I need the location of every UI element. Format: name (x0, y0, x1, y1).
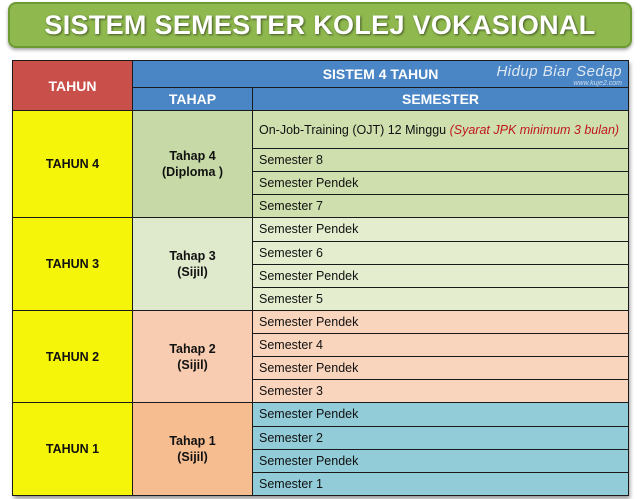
semester-cell: Semester Pendek (253, 310, 629, 333)
year-cell: TAHUN 3 (13, 218, 133, 311)
tahap-cell (133, 403, 253, 496)
tahap-label: Tahap 1 (169, 434, 216, 449)
semester-cell: Semester Pendek (253, 172, 629, 195)
semester-cell: Semester 6 (253, 241, 629, 264)
semester-cell: Semester Pendek (253, 357, 629, 380)
tahap-cell (133, 218, 253, 311)
header-sistem-label: SISTEM 4 TAHUN (322, 66, 439, 82)
watermark-url: www.kuje2.com (573, 80, 623, 87)
tahap-level: (Diploma ) (161, 165, 224, 180)
semester-label: On-Job-Training (OJT) 12 Minggu (259, 122, 447, 137)
header-tahun: TAHUN (13, 61, 133, 111)
year-cell: TAHUN 1 (13, 403, 133, 496)
table-row (13, 218, 629, 241)
semester-cell: Semester 2 (253, 426, 629, 449)
year-cell: TAHUN 2 (13, 310, 133, 403)
tahap-cell (133, 111, 253, 218)
semester-table (12, 60, 629, 496)
header-semester: SEMESTER (253, 88, 629, 111)
table-row (13, 111, 629, 149)
semester-cell: Semester 5 (253, 287, 629, 310)
tahap-label: Tahap 4 (169, 149, 216, 164)
table-row (13, 310, 629, 333)
title-banner (8, 2, 632, 48)
watermark-text: Hidup Biar Sedap (496, 63, 623, 80)
semester-cell: Semester 8 (253, 149, 629, 172)
tahap-level: (Sijil) (177, 357, 208, 372)
semester-cell: Semester 1 (253, 472, 629, 495)
semester-cell (253, 111, 629, 149)
semester-cell: Semester Pendek (253, 449, 629, 472)
header-tahap: TAHAP (133, 88, 253, 111)
semester-table-wrapper (12, 60, 628, 496)
semester-cell: Semester 7 (253, 195, 629, 218)
ojt-note: (Syarat JPK minimum 3 bulan) (449, 122, 620, 137)
tahap-level: (Sijil) (177, 265, 208, 280)
tahap-label: Tahap 3 (169, 249, 216, 264)
header-row-top (13, 61, 629, 88)
year-cell: TAHUN 4 (13, 111, 133, 218)
header-sistem (133, 61, 629, 88)
watermark (496, 63, 622, 87)
semester-cell: Semester Pendek (253, 403, 629, 426)
table-row (13, 403, 629, 426)
tahap-label: Tahap 2 (169, 341, 216, 356)
page-title: SISTEM SEMESTER KOLEJ VOKASIONAL (44, 9, 596, 40)
semester-cell: Semester 3 (253, 380, 629, 403)
semester-cell: Semester 4 (253, 334, 629, 357)
tahap-level: (Sijil) (177, 450, 208, 465)
tahap-cell (133, 310, 253, 403)
semester-cell: Semester Pendek (253, 264, 629, 287)
semester-cell: Semester Pendek (253, 218, 629, 241)
